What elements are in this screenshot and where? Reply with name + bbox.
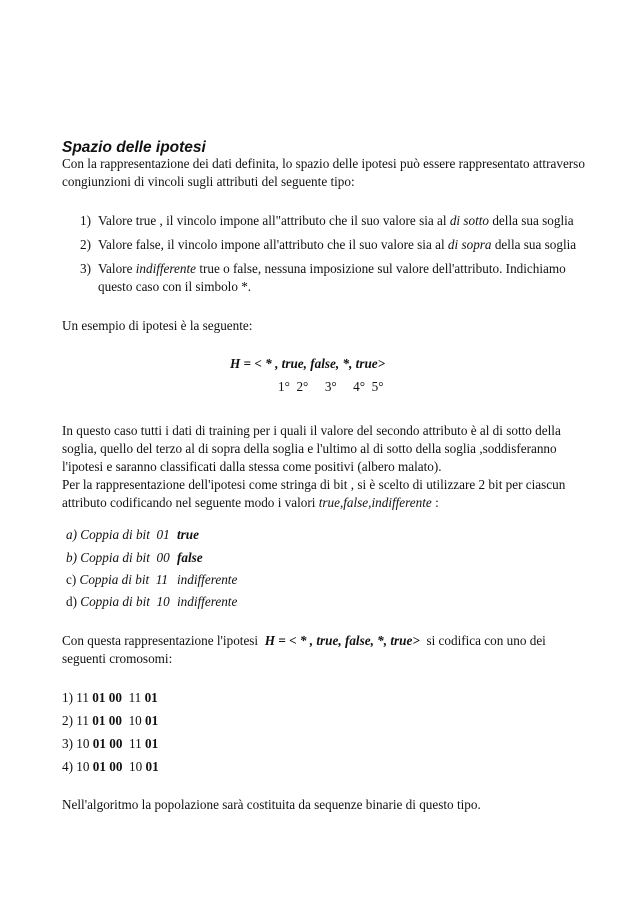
code-value: false <box>177 550 203 565</box>
attribute-positions: 1° 2° 3° 4° 5° <box>278 379 384 394</box>
chromosome-row: 1) 11 01 00 11 01 <box>62 690 158 705</box>
rule-1: Valore true , il vincolo impone all"attributo che il suo valore sia al di sotto della sua soglia <box>98 213 574 228</box>
rule-number: 2) <box>80 237 91 252</box>
code-value: indifferente <box>177 594 238 609</box>
rule-number: 3) <box>80 261 91 276</box>
example-intro: Un esempio di ipotesi è la seguente: <box>62 318 253 333</box>
rule-2: Valore false, il vincolo impone all'attributo che il suo valore sia al di sopra della sua soglia <box>98 237 577 252</box>
encoding-intro-line-1: Per la rappresentazione dell'ipotesi come stringa di bit , si è scelto di utilizzare 2 bit per ciascun <box>62 477 566 492</box>
chromosome-intro-line-2: seguenti cromosomi: <box>62 651 173 666</box>
conclusion: Nell'algoritmo la popolazione sarà costituita da sequenze binarie di questo tipo. <box>62 797 481 812</box>
chromosome-row: 2) 11 01 00 10 01 <box>62 713 159 728</box>
code-value: indifferente <box>177 572 238 587</box>
code-label: d) Coppia di bit 10 <box>66 594 170 609</box>
rule-3-continuation: questo caso con il simbolo *. <box>98 279 252 294</box>
code-label: c) Coppia di bit 11 <box>66 572 168 587</box>
rule-3: Valore indifferente true o false, nessuna imposizione sul valore dell'attributo. Indichiamo <box>98 261 566 276</box>
encoding-intro-line-2: attributo codificando nel seguente modo i valori true,false,indifferente : <box>62 495 439 510</box>
rule-number: 1) <box>80 213 91 228</box>
explanation-line-3: l'ipotesi e saranno classificati dalla stessa come positivi (albero malato). <box>62 459 442 474</box>
section-heading: Spazio delle ipotesi <box>62 139 206 156</box>
explanation-line-2: soglia, quello del terzo al di sopra della soglia e l'ultimo al di sotto della soglia ,soddisferanno <box>62 441 557 456</box>
explanation-line-1: In questo caso tutti i dati di training per i quali il valore del secondo attributo è al di sotto della <box>62 423 561 438</box>
intro-line-1: Con la rappresentazione dei dati definita, lo spazio delle ipotesi può essere rappresentato attraverso <box>62 156 585 171</box>
code-label: a) Coppia di bit 01 <box>66 527 170 542</box>
code-value: true <box>177 527 199 542</box>
hypothesis-formula: H = < * , true, false, *, true> <box>230 356 386 371</box>
code-label: b) Coppia di bit 00 <box>66 550 170 565</box>
intro-line-2: congiunzioni di vincoli sugli attributi del seguente tipo: <box>62 174 355 189</box>
chromosome-row: 4) 10 01 00 10 01 <box>62 759 159 774</box>
chromosome-row: 3) 10 01 00 11 01 <box>62 736 159 751</box>
chromosome-intro-line-1: Con questa rappresentazione l'ipotesi H = < * , true, false, *, true> si codifica con uno dei <box>62 633 546 648</box>
